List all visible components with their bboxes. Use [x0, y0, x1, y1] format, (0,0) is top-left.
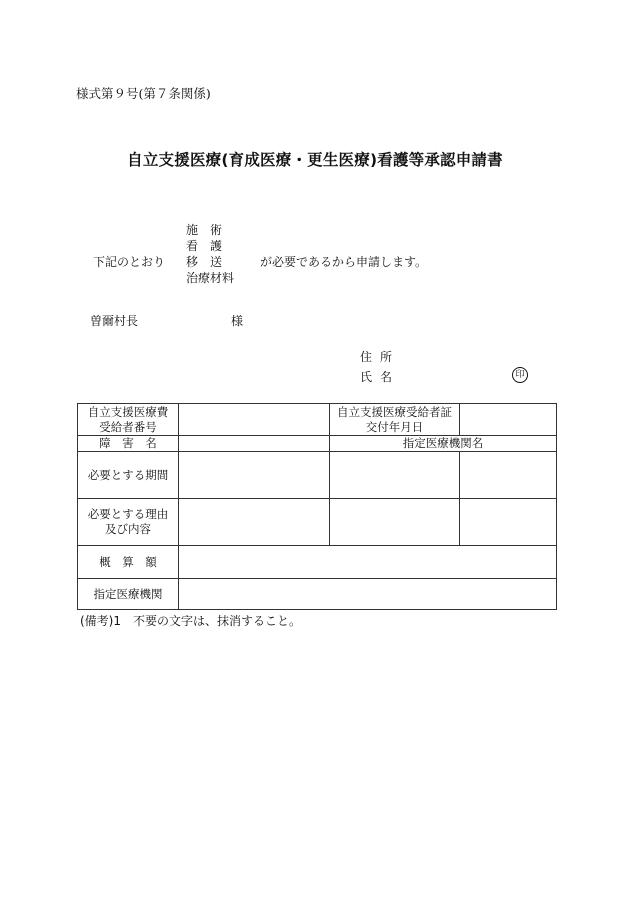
intro-options	[186, 222, 234, 286]
reason-value[interactable]	[179, 499, 330, 546]
address-label: 住所	[360, 350, 401, 364]
page-title: 自立支援医療(育成医療・更生医療)看護等承認申請書	[127, 151, 503, 169]
intro-tail: が必要であるから申請します。	[260, 255, 428, 269]
option-treatment: 施 術	[186, 223, 223, 237]
recipient-no-label: 自立支援医療費 受給者番号	[78, 404, 179, 436]
application-table	[77, 403, 557, 610]
addressee-honorific: 様	[231, 314, 244, 328]
name-label: 氏名	[360, 370, 401, 384]
reason-institution-2[interactable]	[460, 499, 557, 546]
institution-name-label: 指定医療機関名	[330, 436, 557, 452]
form-number: 様式第９号(第７条関係)	[76, 86, 211, 101]
option-nursing: 看 護	[186, 239, 223, 253]
cert-date-label: 自立支援医療受給者証 交付年月日	[330, 404, 460, 436]
disability-value[interactable]	[179, 436, 330, 452]
option-transport: 移 送	[186, 255, 223, 269]
cert-date-value[interactable]	[460, 404, 557, 436]
remarks-note: (備考)1 不要の文字は、抹消すること。	[80, 614, 301, 628]
institution-label: 指定医療機関	[78, 579, 179, 610]
recipient-no-value[interactable]	[179, 404, 330, 436]
intro-lead: 下記のとおり	[93, 255, 166, 269]
period-institution-1[interactable]	[330, 452, 460, 499]
estimate-label: 概 算 額	[78, 546, 179, 579]
period-value[interactable]	[179, 452, 330, 499]
disability-label: 障 害 名	[78, 436, 179, 452]
reason-institution-1[interactable]	[330, 499, 460, 546]
estimate-value[interactable]	[179, 546, 557, 579]
period-label: 必要とする期間	[78, 452, 179, 499]
institution-value[interactable]	[179, 579, 557, 610]
addressee-name: 曽爾村長	[90, 314, 139, 328]
period-institution-2[interactable]	[460, 452, 557, 499]
reason-label: 必要とする理由 及び内容	[78, 499, 179, 546]
option-materials: 治療材料	[186, 271, 235, 285]
seal-icon: 印	[512, 367, 528, 383]
